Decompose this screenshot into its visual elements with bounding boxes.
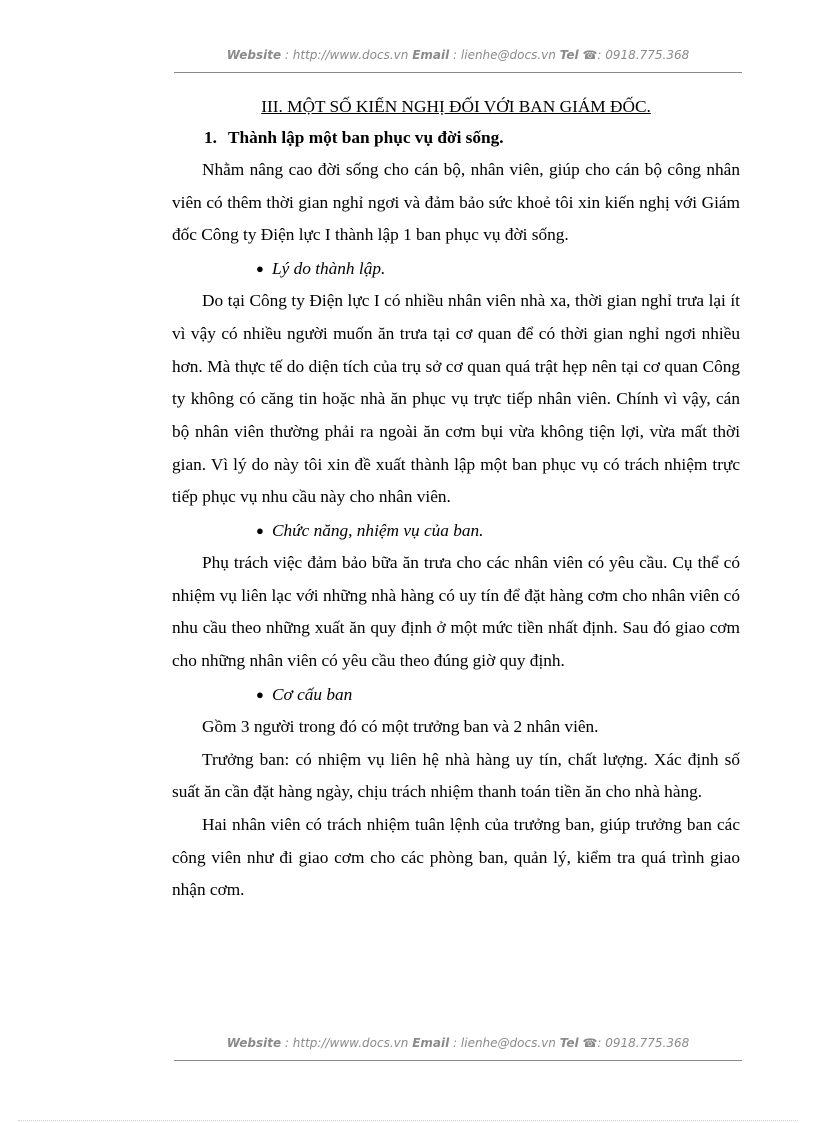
- email-label: Email: [412, 48, 450, 62]
- website-label: Website: [226, 48, 282, 62]
- bullet-item: [172, 252, 740, 285]
- subheading-text: Thành lập một ban phục vụ đời sống.: [228, 128, 504, 147]
- bullet-icon: ●: [256, 261, 264, 277]
- phone-icon: ☎: [582, 48, 598, 62]
- bullet-icon: ●: [256, 686, 264, 702]
- page-header: [174, 46, 742, 73]
- website-url: : http://www.docs.vn: [284, 1036, 409, 1050]
- email-address: : lienhe@docs.vn: [453, 1036, 556, 1050]
- bullet-item: [172, 678, 740, 711]
- bullet-text: Chức năng, nhiệm vụ của ban.: [272, 521, 484, 541]
- page-edge-divider: [18, 1120, 798, 1121]
- email-label: Email: [412, 1036, 450, 1050]
- paragraph-head-duties: Trưởng ban: có nhiệm vụ liên hệ nhà hàng uy tín, chất lượng. Xác định số suất ăn cần đặt hàng ngày, chịu trách nhiệm thanh toán tiền ăn cho nhà hàng.: [172, 749, 740, 802]
- paragraph-reason: Do tại Công ty Điện lực I có nhiều nhân viên nhà xa, thời gian nghỉ trưa lại ít vì vậy có nhiều người muốn ăn trưa tại cơ quan để có thời gian nghỉ ngơi nhiều hơn. Mà thực tế do diện tích của trụ sở cơ quan quá trật hẹp nên tại cơ quan Công ty không có căng tin hoặc nhà ăn phục vụ trực tiếp nhân viên. Chính vì vậy, cán bộ nhân viên thường phải ra ngoài ăn cơm bụi vừa không tiện lợi, vừa mất thời gian. Vì lý do này tôi xin đề xuất thành lập một ban phục vụ có trách nhiệm trực tiếp phục vụ nhu cầu này cho nhân viên.: [172, 291, 740, 507]
- bullet-icon: ●: [256, 523, 264, 539]
- paragraph-intro: Nhằm nâng cao đời sống cho cán bộ, nhân viên, giúp cho cán bộ công nhân viên có thêm thời gian nghỉ ngơi và đảm bảo sức khoẻ tôi xin kiến nghị với Giám đốc Công ty Điện lực I thành lập 1 ban phục vụ đời sống.: [172, 160, 740, 245]
- bullet-item: [172, 514, 740, 547]
- bullet-text: Lý do thành lập.: [272, 259, 386, 279]
- section-title: III. MỘT SỐ KIẾN NGHỊ ĐỐI VỚI BAN GIÁM ĐỐC.: [261, 97, 651, 116]
- phone-number: : 0918.775.368: [597, 1036, 690, 1050]
- phone-number: : 0918.775.368: [597, 48, 690, 62]
- phone-icon: ☎: [582, 1036, 598, 1050]
- website-url: : http://www.docs.vn: [284, 48, 409, 62]
- email-address: : lienhe@docs.vn: [453, 48, 556, 62]
- paragraph-functions: Phụ trách việc đảm bảo bữa ăn trưa cho các nhân viên có yêu cầu. Cụ thể có nhiệm vụ liên lạc với những nhà hàng có uy tín để đặt hàng cơm cho nhân viên có nhu cầu theo những xuất ăn quy định ở một mức tiền nhất định. Sau đó giao cơm cho những nhân viên có yêu cầu theo đúng giờ quy định.: [172, 553, 740, 671]
- paragraph-structure: Gồm 3 người trong đó có một trưởng ban và 2 nhân viên.: [202, 716, 599, 736]
- tel-label: Tel: [559, 48, 579, 62]
- subheading: [204, 122, 740, 154]
- subheading-number: 1.: [204, 128, 217, 147]
- document-body: [172, 92, 740, 907]
- tel-label: Tel: [559, 1036, 579, 1050]
- page-footer: [174, 1034, 742, 1061]
- paragraph-staff-duties: Hai nhân viên có trách nhiệm tuân lệnh của trưởng ban, giúp trưởng ban các công viên như đi giao cơm cho các phòng ban, quản lý, kiểm tra quá trình giao nhận cơm.: [172, 814, 740, 900]
- bullet-text: Cơ cấu ban: [272, 684, 353, 704]
- website-label: Website: [226, 1036, 282, 1050]
